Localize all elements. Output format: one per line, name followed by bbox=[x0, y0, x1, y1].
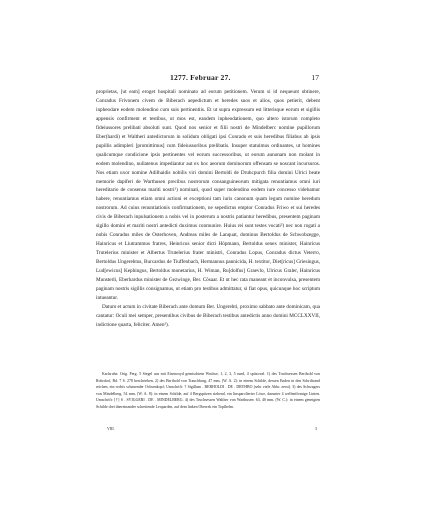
charter-dating-clause: Datum et actum in civitate Biberach ante domum Ber. Ungerehti, proximo sabbato ante dominicam, qua cantatur: Oculi mei semper, presentibus civibus de Biberach testibus antedictis anno domini MCCLXXVII, indictione quarta, feliciter. Amen³). bbox=[96, 303, 320, 328]
sheet-signature-right: 3 bbox=[315, 427, 317, 431]
page-number: 17 bbox=[311, 73, 319, 82]
charter-text bbox=[96, 88, 320, 330]
critical-apparatus bbox=[96, 371, 320, 410]
running-head bbox=[96, 72, 319, 84]
apparatus-note: Karlsruhe. Orig. Perg. 5 Siegel aus mit Eisenoxyd gemischtem Wachse, 1, 2, 3, 5 rund, 4 spitzoval. 1) des Truchsessen Berthold von Rohrdorf, Bd. 7 S. 278 beschrieben. 2) des Berthold von Trauchburg, 47 mm, (W. A. 2): in einem Schilde, dessen Enden in den Schriftrand reichen, ein rechts schauender Ochsenkopf; Umschrift: † Sigillum . BERHOLDI . DE . DRVHBO (sehr viele Abbr. zerst). 3) des Schwagers von Mindelberg, 54 mm, (W. A. 8): in einem Schilde, auf 4 Bergspitzen stehend, ein linsparolierter Löwe, darunter 4 wellenförmige Linien. Umschrift: [†] S . SVIGGERI . DE . MINDELBERG. 4) des Truchsessen Walther von Warthusen: 63, 40 mm, (W. C.): in einem geneigten Schilde drei übereinander schreitende Leoparden, auf dem linken Oberrek ein Topfhelm. bbox=[96, 372, 320, 409]
running-head-title: 1277. Februar 27. bbox=[170, 73, 231, 82]
sheet-signature-left: VIII. bbox=[107, 427, 115, 431]
charter-paragraph: proprietas, [ut eam] eroget hospitali nominato ad eorum petitionem. Verum si id nequeunt obtinere, Conradus Frivonem civem de Biberach aepedictum et heredes suos et alios, quos petierit, debent inpheodare eodem molendino cum suis pertinentiis. Et ut supra expressum est litterisque eorum et sigillis appensis confirment et testibus, ut mos est, eandem inpheodationem, quo altero istorum completo fideiussores prelibati absoluti sunt. Quod nos senior et filii nostri de Mindelberc nomine pupillorum Eber(hardi) et Waltheri antedictorum in solidum obligati ipsi Conrado et suis heredibus filiabus ab ipsis pupillis adimpleri [promittimus] cum fideiussoribus prelibatis. Insuper statuimus ordinantes, ut homines qualicumque condicione ipsis pertinentes vel eorum successoribus, ut eorum aunonam non molant in eodem molendino, nullatenus impediantur aut ex hoc aeorum dominorum offensam se noscant incursuros. Nos etiam uxor nomine Adilhaidis nobilis viri domini Bertoldi de Druhcpurch filia domini Ulrici beate memorie dapiferi de Warthusen precibus nostrorum consanguineorum mitigata renuntiamus omni iuri hereditario de consensu mariti nostri¹) nominati, quod super molendino eodem iure concesso videbamur habere, renuntiamus etiam omni actioni et exceptioni tam iuris canonum quam legum nomine heredum nostrorum. Ad cuius renuntiationis confirmationem, ne sepedictus emptor Conradus Friwo et sui heredes civis de Biberach inpulsationem a nobis vel in posterum a nostris patiantur heredibus, presentem paginam sigillo domini et mariti nostri antedicti duximus conmunire. Huius rei sunt testes vocati²) nec non rogati a nobis Conradus miles de Osterhoven, Andreas miles de Lanquat, dominus Bertoldus de Schwobzegge, Hainricus et Liutrammus fratres, Heinricus senior dicti Höpmann, Bertoldus senex minister, Hainricus Trutelerius minister et Albertus Trutelerius frater ministri, Conradus Lopus, Conradus dictus Veterro, Bertoldus Ungerehtus, Burcardus de Tiuffenbach, Hermannus pannicida, H. textitor, Diet[ricus] Griesingus, Lud[ewicus] Kephingus, Bertoldus monetarius, H. Wiman, Ru[dolfus] Graevlo, Ulricus Graler, Hainricus Munsterli, Eberhardus minister de Gezwinge, Ber. Cösaar. Et ut hec rata maneant et inconvulsa, presentem paginam nostris sigillis consignamus, ut etiam pro testibus admittatur, si fiat opus, quicunque hoc scriptum intueantur. bbox=[96, 89, 320, 301]
sheet-signature bbox=[107, 426, 317, 433]
